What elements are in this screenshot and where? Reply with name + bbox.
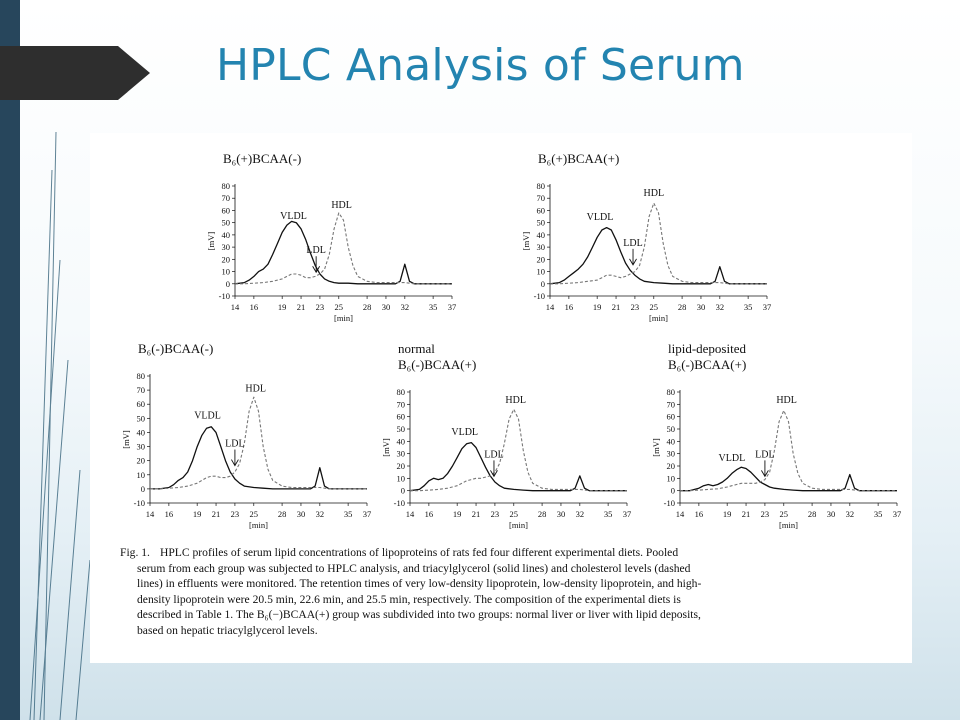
y-tick-label: 50 [221, 217, 230, 228]
x-tick-label: 32 [575, 509, 585, 519]
x-tick-label: 30 [696, 302, 706, 312]
y-tick-label: 30 [136, 441, 145, 452]
chart-normal-b6minus-bcaaplus [380, 338, 635, 535]
x-tick-label: 23 [230, 509, 240, 519]
x-tick-label: 21 [741, 509, 751, 519]
peak-label: LDL [306, 245, 326, 257]
x-tick-label: 25 [779, 509, 789, 519]
peak-label: HDL [505, 395, 526, 407]
y-tick-label: -10 [218, 291, 230, 301]
y-tick-label: 0 [540, 278, 545, 289]
x-tick-label: 30 [556, 509, 566, 519]
triacylglycerol-line [550, 228, 767, 284]
cholesterol-line [550, 203, 767, 284]
y-axis-label: [mV] [206, 231, 216, 251]
caption-line: density lipoprotein were 20.5 min, 22.6 min, and 25.5 min, respectively. The composition of the experimental diets is [137, 592, 681, 606]
x-tick-label: 28 [677, 302, 687, 312]
x-tick-label: 23 [760, 509, 770, 519]
y-tick-label: 80 [666, 387, 675, 397]
y-tick-label: 70 [136, 385, 145, 396]
triacylglycerol-line [410, 443, 627, 491]
peak-label: HDL [245, 383, 266, 395]
x-tick-label: 16 [164, 509, 174, 519]
title-arrow-shape [0, 46, 150, 100]
y-tick-label: 20 [396, 461, 405, 471]
x-tick-label: 16 [424, 509, 434, 519]
y-tick-label: 20 [666, 461, 675, 471]
y-tick-label: 20 [536, 254, 545, 265]
peak-label: HDL [643, 187, 665, 199]
x-tick-label: 37 [622, 509, 632, 519]
y-tick-label: 10 [221, 266, 230, 277]
x-tick-label: 23 [630, 302, 640, 312]
chart-lipid-deposited-b6minus-bcaaplus [650, 338, 905, 535]
x-tick-label: 32 [715, 302, 725, 312]
chart-title: lipid-deposited [668, 341, 746, 356]
y-tick-label: 60 [536, 205, 545, 216]
cholesterol-line [680, 411, 897, 491]
peak-label: LDL [225, 438, 245, 450]
x-tick-label: 28 [537, 509, 547, 519]
x-tick-label: 37 [447, 302, 457, 312]
y-tick-label: 70 [221, 193, 230, 204]
chart-title: B₆(-)BCAA(+) [668, 357, 747, 372]
chart-title: B₆(+)BCAA(+) [538, 151, 620, 166]
y-tick-label: 50 [536, 217, 545, 228]
x-tick-label: 32 [400, 302, 410, 312]
y-tick-label: 30 [666, 448, 675, 459]
chart-b6plus-bcaaminus [205, 148, 460, 328]
x-tick-label: 19 [192, 509, 202, 519]
x-tick-label: 16 [564, 302, 574, 312]
peak-label: VLDL [194, 410, 221, 422]
x-tick-label: 16 [249, 302, 259, 312]
y-tick-label: 30 [221, 242, 230, 253]
x-tick-label: 37 [892, 509, 902, 519]
y-tick-label: 70 [666, 399, 675, 410]
y-tick-label: 60 [221, 205, 230, 216]
triacylglycerol-line [680, 467, 897, 491]
x-tick-label: 32 [845, 509, 855, 519]
peak-label: HDL [776, 395, 797, 407]
x-tick-label: 21 [611, 302, 621, 312]
chart-title: B₆(+)BCAA(-) [223, 151, 302, 166]
chart-title: B₆(-)BCAA(+) [398, 357, 477, 372]
x-tick-label: 28 [277, 509, 287, 519]
x-tick-label: 25 [249, 509, 259, 519]
x-tick-label: 35 [873, 509, 883, 519]
y-tick-label: -10 [663, 498, 675, 508]
x-tick-label: 14 [545, 302, 555, 312]
y-tick-label: 40 [221, 229, 230, 240]
y-axis-label: [mV] [521, 231, 531, 251]
y-tick-label: 60 [136, 399, 145, 410]
y-tick-label: -10 [533, 291, 545, 301]
x-tick-label: 14 [405, 509, 415, 519]
x-tick-label: 19 [452, 509, 462, 519]
y-tick-label: 70 [396, 399, 405, 410]
x-tick-label: 25 [649, 302, 659, 312]
chart-b6plus-bcaaplus [520, 148, 775, 328]
peak-label: LDL [484, 449, 504, 461]
y-tick-label: 0 [225, 278, 230, 289]
y-tick-label: 80 [536, 181, 545, 191]
triacylglycerol-line [150, 427, 367, 489]
x-tick-label: 25 [509, 509, 519, 519]
y-tick-label: 10 [396, 473, 405, 484]
cholesterol-line [150, 397, 367, 489]
caption-line: lines) in effluents were monitored. The retention times of very low-density lipoprotein, low-density lipoprotein, and high- [137, 577, 702, 591]
x-tick-label: 19 [277, 302, 287, 312]
y-tick-label: 0 [400, 485, 405, 496]
x-tick-label: 35 [428, 302, 438, 312]
x-tick-label: 37 [762, 302, 772, 312]
y-axis-label: [mV] [121, 430, 131, 449]
chart-b6minus-bcaaminus [120, 338, 375, 535]
caption-line: based on hepatic triacylglycerol levels. [137, 623, 318, 637]
y-tick-label: 0 [670, 485, 675, 496]
x-tick-label: 37 [362, 509, 372, 519]
peak-label: VLDL [451, 427, 479, 439]
x-tick-label: 21 [296, 302, 306, 312]
peak-label: VLDL [280, 211, 307, 222]
y-tick-label: 60 [396, 411, 405, 422]
y-tick-label: 40 [396, 436, 405, 447]
x-tick-label: 14 [675, 509, 685, 519]
chart-title: B₆(-)BCAA(-) [138, 341, 214, 356]
x-tick-label: 23 [315, 302, 325, 312]
y-tick-label: 50 [136, 413, 145, 424]
x-tick-label: 28 [362, 302, 372, 312]
y-tick-label: 40 [666, 436, 675, 447]
figure-caption [120, 545, 900, 639]
x-tick-label: 35 [343, 509, 353, 519]
y-tick-label: 10 [536, 266, 545, 277]
x-tick-label: 21 [471, 509, 481, 519]
y-tick-label: 40 [536, 229, 545, 240]
x-tick-label: 14 [145, 509, 155, 519]
x-tick-label: 16 [694, 509, 704, 519]
y-tick-label: 40 [136, 427, 145, 438]
x-axis-label: [min] [649, 313, 668, 323]
figure-panel [90, 133, 912, 663]
x-tick-label: 30 [296, 509, 306, 519]
x-axis-label: [min] [249, 520, 268, 530]
x-tick-label: 19 [592, 302, 602, 312]
y-tick-label: -10 [393, 498, 405, 508]
y-tick-label: 30 [396, 448, 405, 459]
caption-line [120, 545, 900, 561]
x-tick-label: 25 [334, 302, 344, 312]
y-tick-label: 30 [536, 242, 545, 253]
y-tick-label: 50 [396, 424, 405, 434]
y-tick-label: 10 [666, 473, 675, 484]
x-tick-label: 35 [603, 509, 613, 519]
y-tick-label: 50 [666, 424, 675, 434]
x-axis-label: [min] [509, 520, 528, 530]
peak-label: HDL [331, 200, 352, 211]
peak-label: VLDL [718, 453, 746, 465]
y-axis-label: [mV] [381, 438, 391, 457]
caption-line: serum from each group was subjected to HPLC analysis, and triacylglycerol (solid lines) and cholesterol levels (dashed [137, 561, 691, 575]
x-tick-label: 23 [490, 509, 500, 519]
caption-line: described in Table 1. The B₆(−)BCAA(+) group was subdivided into two groups: normal liver or liver with lipid deposits, [137, 608, 701, 622]
y-tick-label: 80 [136, 371, 145, 381]
y-tick-label: 70 [536, 193, 545, 204]
x-tick-label: 28 [807, 509, 817, 519]
x-axis-label: [min] [779, 520, 798, 530]
y-tick-label: 80 [396, 387, 405, 397]
y-tick-label: 20 [221, 254, 230, 265]
x-tick-label: 21 [211, 509, 221, 519]
slide-title: HPLC Analysis of Serum [216, 40, 745, 91]
caption-label: Fig. 1. [120, 546, 150, 559]
peak-label: LDL [623, 237, 643, 249]
x-tick-label: 14 [230, 302, 240, 312]
x-tick-label: 35 [743, 302, 753, 312]
cholesterol-line [235, 213, 452, 284]
y-axis-label: [mV] [651, 438, 661, 457]
x-axis-label: [min] [334, 313, 353, 323]
y-tick-label: 10 [136, 469, 145, 480]
x-tick-label: 19 [722, 509, 732, 519]
y-tick-label: 80 [221, 181, 230, 191]
y-tick-label: 60 [666, 411, 675, 422]
caption-line-text: HPLC profiles of serum lipid concentrations of lipoproteins of rats fed four different experimental diets. Pooled [159, 546, 679, 559]
x-tick-label: 30 [826, 509, 836, 519]
y-tick-label: 20 [136, 455, 145, 466]
y-tick-label: -10 [133, 498, 145, 508]
x-tick-label: 32 [315, 509, 325, 519]
peak-label: LDL [755, 449, 775, 461]
peak-label: VLDL [586, 212, 614, 224]
chart-title: normal [398, 341, 435, 356]
x-tick-label: 30 [381, 302, 391, 312]
triacylglycerol-line [235, 221, 452, 283]
y-tick-label: 0 [140, 483, 145, 494]
